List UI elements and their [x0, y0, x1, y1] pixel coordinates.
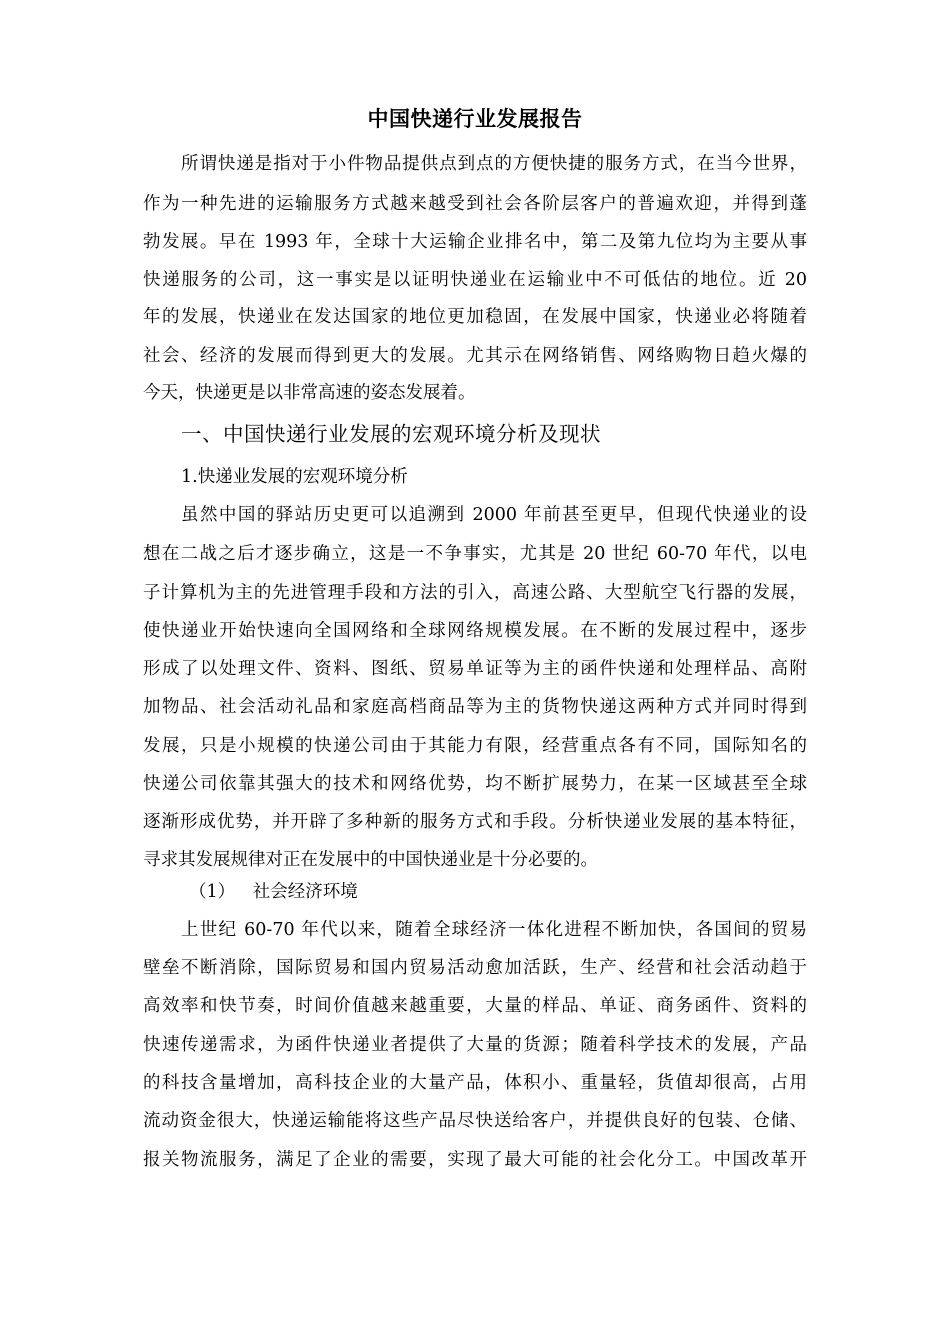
paragraph-line: 使快递业开始快速向全国网络和全球网络规模发展。在不断的发展过程中，逐步: [143, 621, 807, 641]
paragraph-line: 年的发展，快递业在发达国家的地位更加稳固，在发展中国家，快递业必将随着: [143, 307, 807, 327]
paragraph-line: 流动资金很大，快递运输能将这些产品尽快送给客户，并提供良好的包装、仓储、: [143, 1111, 807, 1131]
paragraph-line: 子计算机为主的先进管理手段和方法的引入，高速公路、大型航空飞行器的发展，: [143, 583, 807, 603]
paragraph-line: 快递公司依靠其强大的技术和网络优势，均不断扩展势力，在某一区域甚至全球: [143, 774, 807, 794]
subsection-heading: 1.快递业发展的宏观环境分析: [181, 467, 408, 487]
paragraph-line: 的科技含量增加，高科技企业的大量产品，体积小、重量轻，货值却很高，占用: [143, 1073, 807, 1093]
section-heading: 一、中国快递行业发展的宏观环境分析及现状: [181, 422, 601, 446]
paragraph-line: 加物品、社会活动礼品和家庭高档商品等为主的货物快递这两种方式并同时得到: [143, 697, 807, 717]
paragraph-line: 报关物流服务，满足了企业的需要，实现了最大可能的社会化分工。中国改革开: [143, 1150, 807, 1170]
document-title: 中国快递行业发展报告: [367, 106, 583, 131]
subsubsection-heading: （1） 社会经济环境: [189, 882, 358, 902]
paragraph-line: 所谓快递是指对于小件物品提供点到点的方便快捷的服务方式，在当今世界，: [181, 154, 807, 174]
paragraph-line: 作为一种先进的运输服务方式越来越受到社会各阶层客户的普遍欢迎，并得到蓬: [143, 194, 807, 214]
paragraph-line: 快递服务的公司，这一事实是以证明快递业在运输业中不可低估的地位。近 20: [143, 270, 807, 290]
paragraph-line: 快速传递需求，为函件快递业者提供了大量的货源；随着科学技术的发展，产品: [143, 1035, 807, 1055]
paragraph-line: 勃发展。早在 1993 年，全球十大运输企业排名中，第二及第九位均为主要从事: [143, 232, 807, 252]
paragraph-line: 发展，只是小规模的快递公司由于其能力有限，经营重点各有不同，国际知名的: [143, 736, 807, 756]
paragraph-line: 上世纪 60-70 年代以来，随着全球经济一体化进程不断加快，各国间的贸易: [181, 920, 807, 940]
paragraph-line: 壁垒不断消除，国际贸易和国内贸易活动愈加活跃，生产、经营和社会活动趋于: [143, 958, 807, 978]
paragraph-line: 社会、经济的发展而得到更大的发展。尤其示在网络销售、网络购物日趋火爆的: [143, 346, 807, 366]
paragraph-line: 高效率和快节奏，时间价值越来越重要，大量的样品、单证、商务函件、资料的: [143, 996, 807, 1016]
paragraph-line: 想在二战之后才逐步确立，这是一不争事实，尤其是 20 世纪 60-70 年代，以电: [143, 544, 807, 564]
paragraph-line: 今天，快递更是以非常高速的姿态发展着。: [143, 383, 476, 403]
paragraph-line: 虽然中国的驿站历史更可以追溯到 2000 年前甚至更早，但现代快递业的设: [181, 505, 807, 525]
paragraph-line: 寻求其发展规律对正在发展中的中国快递业是十分必要的。: [143, 850, 598, 870]
paragraph-line: 逐渐形成优势，并开辟了多种新的服务方式和手段。分析快递业发展的基本特征，: [143, 812, 807, 832]
paragraph-line: 形成了以处理文件、资料、图纸、贸易单证等为主的函件快递和处理样品、高附: [143, 659, 807, 679]
